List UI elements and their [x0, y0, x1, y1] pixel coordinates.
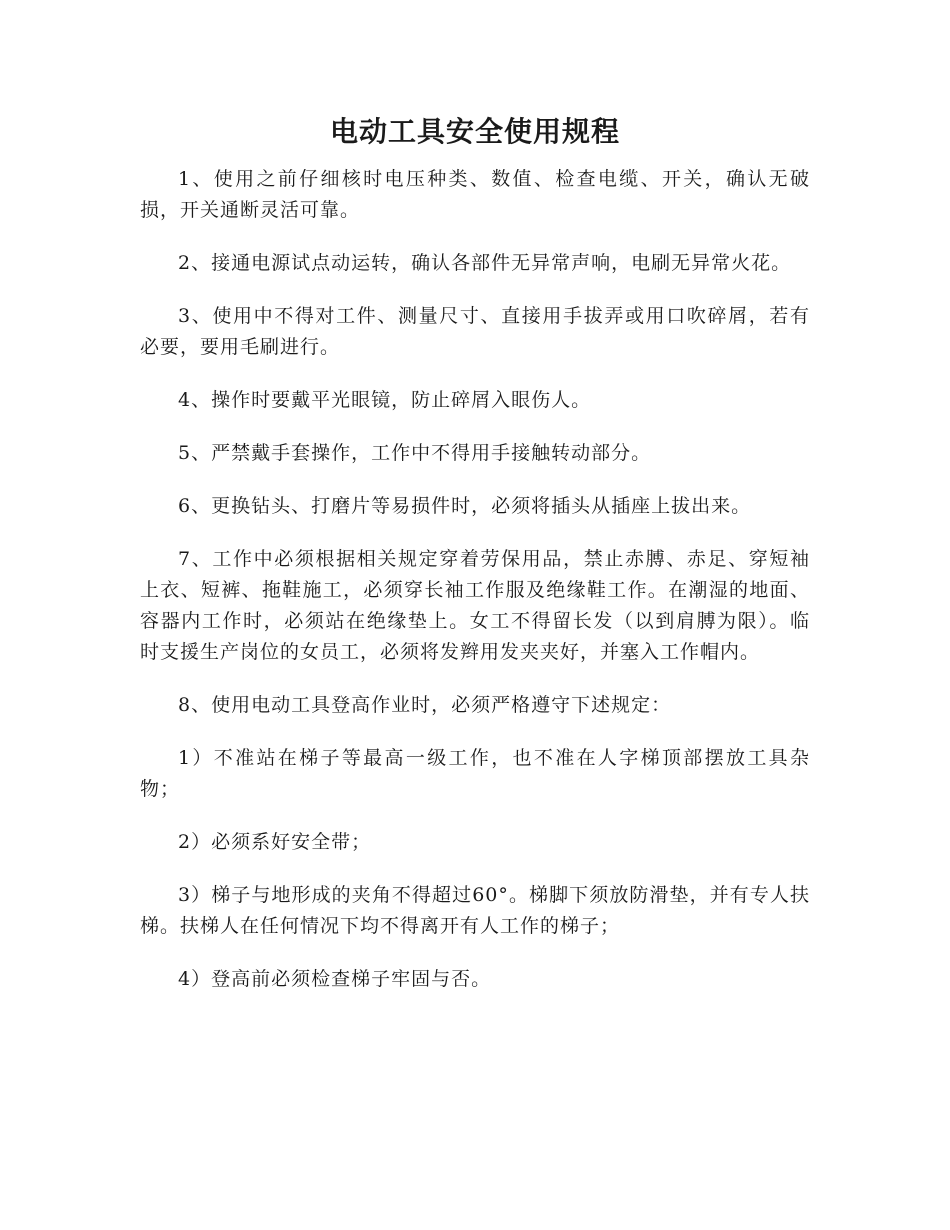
paragraph-6: 6、更换钻头、打磨片等易损件时，必须将插头从插座上拔出来。: [178, 495, 752, 517]
paragraph-5: 5、严禁戴手套操作，工作中不得用手接触转动部分。: [178, 442, 652, 464]
document-title: 电动工具安全使用规程: [329, 115, 620, 148]
sub-item-1: 1）不准站在梯子等最高一级工作，也不准在人字梯顶部摆放工具杂物；: [140, 747, 810, 800]
paragraph-7: 7、工作中必须根据相关规定穿着劳保用品，禁止赤膊、赤足、穿短袖上衣、短裤、拖鞋施工，必须穿长袖工作服及绝缘鞋工作。在潮湿的地面、容器内工作时，必须站在绝缘垫上。女工不得留长发（以到肩膊为限）。临时支援生产岗位的女员工，必须将发辫用发夹夹好，并塞入工作帽内。: [140, 548, 810, 663]
paragraph-1: 1、使用之前仔细核时电压种类、数值、检查电缆、开关，确认无破损，开关通断灵活可靠。: [140, 168, 810, 221]
sub-item-4: 4）登高前必须检查梯子牢固与否。: [178, 968, 492, 990]
paragraph-8: 8、使用电动工具登高作业时，必须严格遵守下述规定：: [178, 694, 672, 716]
sub-item-2: 2）必须系好安全带；: [178, 831, 372, 853]
paragraph-2: 2、接通电源试点动运转，确认各部件无异常声响，电刷无异常火花。: [178, 252, 792, 274]
paragraph-4: 4、操作时要戴平光眼镜，防止碎屑入眼伤人。: [178, 389, 592, 411]
paragraph-3: 3、使用中不得对工件、测量尺寸、直接用手拔弄或用口吹碎屑，若有必要，要用毛刷进行。: [140, 305, 810, 358]
sub-item-3: 3）梯子与地形成的夹角不得超过60°。梯脚下须放防滑垫，并有专人扶梯。扶梯人在任何情况下均不得离开有人工作的梯子；: [140, 884, 810, 937]
